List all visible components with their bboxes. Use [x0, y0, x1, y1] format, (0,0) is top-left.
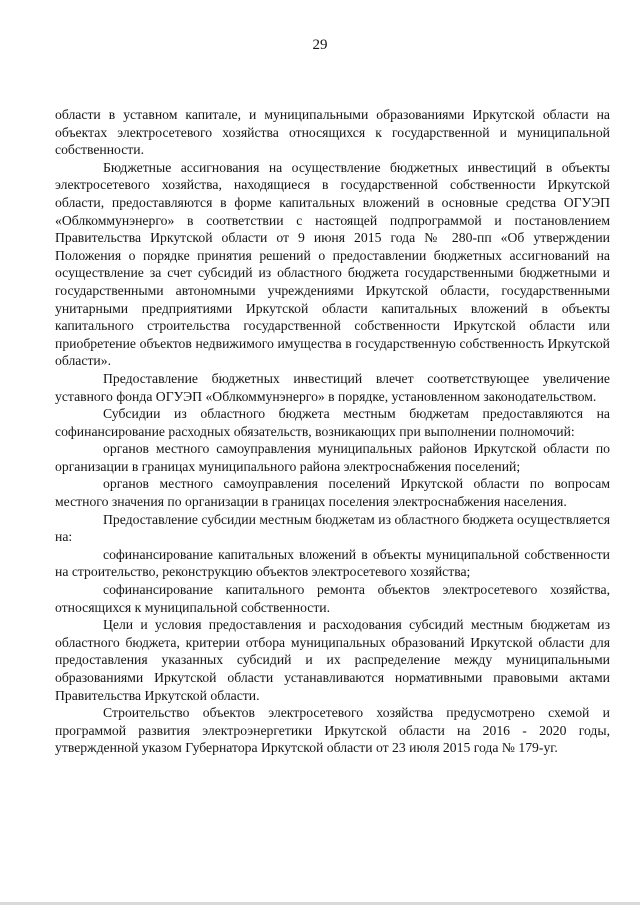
document-body [55, 106, 610, 757]
paragraph-budget-allocations: Бюджетные ассигнования на осуществление бюджетных инвестиций в объекты электросетевого хозяйства, находящиеся в государственной собственности Иркутской области, предоставляются в форме капитальных вложений в основные средства ОГУЭП «Облкоммунэнерго» в соответствии с настоящей подпрограммой и постановлением Правительства Иркутской области от 9 июня 2015 года № 280-пп «Об утверждении Положения о порядке принятия решений о предоставлении бюджетных ассигнований на осуществление за счет субсидий из областного бюджета государственными бюджетными и государственными автономными учреждениями Иркутской области, государственными унитарными предприятиями Иркутской области капитальных вложений в объекты капитального строительства государственной собственности Иркутской области или приобретение объектов недвижимого имущества в государственную собственность Иркутской области». [55, 159, 610, 369]
paragraph-construction: Строительство объектов электросетевого хозяйства предусмотрено схемой и программой развития электроэнергетики Иркутской области на 2016 - 2020 годы, утвержденной указом Губернатора Иркутской области от 23 июля 2015 года № 179-уг. [55, 705, 610, 756]
paragraph-goals-conditions: Цели и условия предоставления и расходования субсидий местным бюджетам из областного бюджета, критерии отбора муниципальных образований Иркутской области для предоставления указанных субсидий и их распределение между муниципальными образованиями Иркутской области устанавливаются нормативными правовыми актами Правительства Иркутской области. [55, 617, 610, 703]
list-item-settlement-authorities: органов местного самоуправления поселений Иркутской области по вопросам местного значения по организации в границах поселения электроснабжения населения. [55, 476, 610, 510]
paragraph-subsidy-provision: Предоставление субсидии местным бюджетам из областного бюджета осуществляется на: [55, 511, 610, 545]
page-number: 29 [312, 37, 328, 53]
list-item-capital-investments: софинансирование капитальных вложений в объекты муниципальной собственности на строительство, реконструкцию объектов электросетевого хозяйства; [55, 546, 610, 580]
paragraph-continuation: области в уставном капитале, и муниципальными образованиями Иркутской области на объектах электросетевого хозяйства относящихся к государственной и муниципальной собственности. [55, 107, 610, 158]
list-item-capital-repair: софинансирование капитального ремонта объектов электросетевого хозяйства, относящихся к муниципальной собственности. [55, 582, 610, 615]
list-item-district-authorities: органов местного самоуправления муниципальных районов Иркутской области по организации в границах муниципального района электроснабжения поселений; [55, 441, 610, 474]
paragraph-subsidies: Субсидии из областного бюджета местным бюджетам предоставляются на софинансирование расходных обязательств, возникающих при выполнении полномочий: [55, 406, 610, 439]
paragraph-investments: Предоставление бюджетных инвестиций влечет соответствующее увеличение уставного фонда ОГУЭП «Облкоммунэнерго» в порядке, установленном законодательством. [55, 370, 610, 404]
